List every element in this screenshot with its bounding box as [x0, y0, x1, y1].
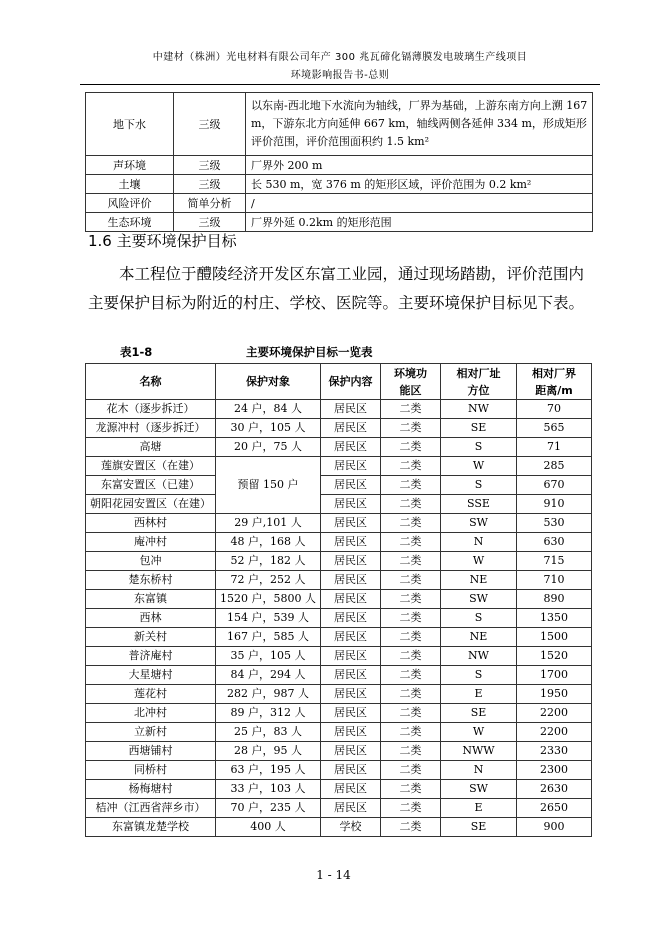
- table-row: [86, 571, 592, 590]
- cell-direction: NE: [441, 571, 517, 590]
- cell-distance: 2330: [517, 742, 592, 761]
- cell-name: 龙源冲村（逐步拆迁）: [86, 419, 216, 438]
- cell-content: 居民区: [321, 476, 381, 495]
- cell-name: 朝阳花园安置区（在建）: [86, 495, 216, 514]
- cell-function: 二类: [381, 666, 441, 685]
- cell-direction: NWW: [441, 742, 517, 761]
- cell-content: 居民区: [321, 723, 381, 742]
- section-heading: 1.6 主要环境保护目标: [88, 232, 237, 250]
- cell-name: 立新村: [86, 723, 216, 742]
- cell-function: 二类: [381, 590, 441, 609]
- header-function-zone: [381, 364, 441, 400]
- cell-direction: S: [441, 609, 517, 628]
- scope-factor: 声环境: [86, 156, 174, 175]
- cell-distance: 70: [517, 400, 592, 419]
- assessment-scope-table: [85, 92, 593, 232]
- cell-content: 居民区: [321, 552, 381, 571]
- cell-content: 居民区: [321, 704, 381, 723]
- cell-distance: 630: [517, 533, 592, 552]
- scope-row: [86, 194, 593, 213]
- cell-object: 20 户，75 人: [216, 438, 321, 457]
- cell-object: 24 户，84 人: [216, 400, 321, 419]
- cell-name: 同桥村: [86, 761, 216, 780]
- cell-distance: 1350: [517, 609, 592, 628]
- cell-content: 居民区: [321, 685, 381, 704]
- scope-description: 厂界外延 0.2km 的矩形范围: [246, 213, 593, 232]
- scope-factor: 生态环境: [86, 213, 174, 232]
- cell-object: 52 户，182 人: [216, 552, 321, 571]
- running-header-subtitle: 环境影响报告书-总则: [290, 70, 390, 81]
- cell-name: 新关村: [86, 628, 216, 647]
- cell-direction: S: [441, 476, 517, 495]
- cell-function: 二类: [381, 609, 441, 628]
- cell-function: 二类: [381, 438, 441, 457]
- section-paragraph: 本工程位于醴陵经济开发区东富工业园，通过现场踏勘，评价范围内主要保护目标为附近的村庄、学校、医院等。主要环境保护目标见下表。: [88, 265, 585, 312]
- cell-distance: 900: [517, 818, 592, 837]
- cell-distance: 2630: [517, 780, 592, 799]
- cell-content: 居民区: [321, 628, 381, 647]
- header-direction-line2: 方位: [467, 383, 490, 397]
- scope-level: 三级: [174, 213, 246, 232]
- scope-factor: 风险评价: [86, 194, 174, 213]
- table-row: [86, 419, 592, 438]
- cell-direction: W: [441, 552, 517, 571]
- cell-name: 楚东桥村: [86, 571, 216, 590]
- cell-direction: NE: [441, 628, 517, 647]
- cell-distance: 285: [517, 457, 592, 476]
- header-direction: [441, 364, 517, 400]
- running-header-title: 中建材（株洲）光电材料有限公司年产 300 兆瓦碲化镉薄膜发电玻璃生产线项目: [152, 52, 528, 63]
- scope-description: 以东南-西北地下水流向为轴线，厂界为基础，上游东南方向上溯 167 m，下游东北方向延伸 667 km，轴线两侧各延伸 334 m，形成矩形评价范围，评价范围面积约 1.5 km²: [246, 93, 593, 156]
- cell-distance: 71: [517, 438, 592, 457]
- cell-direction: SW: [441, 780, 517, 799]
- cell-name: 花木（逐步拆迁）: [86, 400, 216, 419]
- cell-direction: SW: [441, 514, 517, 533]
- table-row: [86, 799, 592, 818]
- cell-direction: W: [441, 723, 517, 742]
- table-row: [86, 590, 592, 609]
- cell-object: 48 户，168 人: [216, 533, 321, 552]
- cell-function: 二类: [381, 457, 441, 476]
- table-row: [86, 818, 592, 837]
- cell-name: 莲旗安置区（在建）: [86, 457, 216, 476]
- cell-content: 居民区: [321, 799, 381, 818]
- cell-distance: 1500: [517, 628, 592, 647]
- cell-name: 高塘: [86, 438, 216, 457]
- cell-object: 282 户，987 人: [216, 685, 321, 704]
- cell-function: 二类: [381, 761, 441, 780]
- scope-level: 三级: [174, 93, 246, 156]
- cell-function: 二类: [381, 685, 441, 704]
- cell-object: 167 户，585 人: [216, 628, 321, 647]
- scope-row: [86, 213, 593, 232]
- cell-object-merged: 预留 150 户: [216, 457, 321, 514]
- scope-description: 长 530 m，宽 376 m 的矩形区域，评价范围为 0.2 km²: [246, 175, 593, 194]
- cell-direction: SE: [441, 704, 517, 723]
- table-row: [86, 476, 592, 495]
- cell-direction: E: [441, 685, 517, 704]
- cell-function: 二类: [381, 704, 441, 723]
- cell-name: 北冲村: [86, 704, 216, 723]
- cell-distance: 565: [517, 419, 592, 438]
- cell-object: 70 户，235 人: [216, 799, 321, 818]
- cell-content: 居民区: [321, 457, 381, 476]
- cell-function: 二类: [381, 476, 441, 495]
- cell-distance: 670: [517, 476, 592, 495]
- cell-name: 西林村: [86, 514, 216, 533]
- cell-function: 二类: [381, 628, 441, 647]
- cell-object: 1520 户，5800 人: [216, 590, 321, 609]
- cell-distance: 2300: [517, 761, 592, 780]
- cell-object: 154 户，539 人: [216, 609, 321, 628]
- cell-name: 大星塘村: [86, 666, 216, 685]
- header-distance-line2: 距离/m: [535, 383, 573, 397]
- cell-distance: 1700: [517, 666, 592, 685]
- cell-direction: S: [441, 438, 517, 457]
- header-distance-line1: 相对厂界: [532, 366, 576, 380]
- cell-function: 二类: [381, 780, 441, 799]
- table-row: [86, 609, 592, 628]
- cell-function: 二类: [381, 514, 441, 533]
- cell-name: 包冲: [86, 552, 216, 571]
- protection-targets-table: [85, 363, 592, 837]
- scope-description: /: [246, 194, 593, 213]
- header-direction-line1: 相对厂址: [456, 366, 501, 380]
- cell-object: 25 户，83 人: [216, 723, 321, 742]
- scope-factor: 土壤: [86, 175, 174, 194]
- cell-content: 学校: [321, 818, 381, 837]
- cell-function: 二类: [381, 495, 441, 514]
- table-row: [86, 723, 592, 742]
- cell-object: 400 人: [216, 818, 321, 837]
- table-row: [86, 400, 592, 419]
- table-row: [86, 647, 592, 666]
- cell-function: 二类: [381, 571, 441, 590]
- cell-distance: 2650: [517, 799, 592, 818]
- scope-level: 简单分析: [174, 194, 246, 213]
- cell-content: 居民区: [321, 400, 381, 419]
- cell-distance: 710: [517, 571, 592, 590]
- cell-direction: SE: [441, 818, 517, 837]
- cell-function: 二类: [381, 400, 441, 419]
- header-distance: [517, 364, 592, 400]
- table-row: [86, 457, 592, 476]
- cell-distance: 2200: [517, 723, 592, 742]
- cell-object: 33 户，103 人: [216, 780, 321, 799]
- cell-content: 居民区: [321, 514, 381, 533]
- scope-row: [86, 93, 593, 156]
- table-header-row: [86, 364, 592, 400]
- table-row: [86, 495, 592, 514]
- cell-object: 29 户,101 人: [216, 514, 321, 533]
- cell-content: 居民区: [321, 761, 381, 780]
- cell-content: 居民区: [321, 571, 381, 590]
- cell-content: 居民区: [321, 438, 381, 457]
- scope-level: 三级: [174, 156, 246, 175]
- cell-object: 72 户，252 人: [216, 571, 321, 590]
- cell-distance: 1950: [517, 685, 592, 704]
- table-row: [86, 761, 592, 780]
- cell-name: 西林: [86, 609, 216, 628]
- table-row: [86, 438, 592, 457]
- cell-distance: 2200: [517, 704, 592, 723]
- table-row: [86, 704, 592, 723]
- cell-content: 居民区: [321, 495, 381, 514]
- cell-direction: SE: [441, 419, 517, 438]
- cell-direction: S: [441, 666, 517, 685]
- cell-distance: 530: [517, 514, 592, 533]
- cell-object: 30 户，105 人: [216, 419, 321, 438]
- cell-content: 居民区: [321, 590, 381, 609]
- cell-name: 杨梅塘村: [86, 780, 216, 799]
- table-row: [86, 533, 592, 552]
- scope-row: [86, 175, 593, 194]
- header-content: 保护内容: [321, 364, 381, 400]
- cell-function: 二类: [381, 723, 441, 742]
- cell-object: 63 户，195 人: [216, 761, 321, 780]
- cell-name: 东富安置区（已建）: [86, 476, 216, 495]
- cell-direction: NW: [441, 647, 517, 666]
- scope-description: 厂界外 200 m: [246, 156, 593, 175]
- cell-name: 普济庵村: [86, 647, 216, 666]
- cell-function: 二类: [381, 647, 441, 666]
- cell-name: 东富镇龙楚学校: [86, 818, 216, 837]
- cell-content: 居民区: [321, 609, 381, 628]
- table-row: [86, 780, 592, 799]
- scope-level: 三级: [174, 175, 246, 194]
- cell-direction: N: [441, 761, 517, 780]
- cell-direction: W: [441, 457, 517, 476]
- cell-distance: 890: [517, 590, 592, 609]
- cell-distance: 1520: [517, 647, 592, 666]
- header-rule: [80, 84, 600, 85]
- table-row: [86, 552, 592, 571]
- cell-direction: SW: [441, 590, 517, 609]
- header-object: 保护对象: [216, 364, 321, 400]
- table-row: [86, 628, 592, 647]
- cell-name: 桔冲（江西省萍乡市）: [86, 799, 216, 818]
- cell-name: 莲花村: [86, 685, 216, 704]
- cell-content: 居民区: [321, 742, 381, 761]
- table-row: [86, 666, 592, 685]
- cell-function: 二类: [381, 799, 441, 818]
- cell-name: 西塘铺村: [86, 742, 216, 761]
- table-caption-title: 主要环境保护目标一览表: [246, 345, 373, 359]
- scope-factor: 地下水: [86, 93, 174, 156]
- cell-function: 二类: [381, 419, 441, 438]
- cell-object: 84 户，294 人: [216, 666, 321, 685]
- cell-direction: SSE: [441, 495, 517, 514]
- table-caption-number: 表1-8: [120, 345, 153, 359]
- cell-name: 东富镇: [86, 590, 216, 609]
- cell-object: 28 户，95 人: [216, 742, 321, 761]
- cell-name: 庵冲村: [86, 533, 216, 552]
- table-row: [86, 514, 592, 533]
- cell-direction: NW: [441, 400, 517, 419]
- scope-row: [86, 156, 593, 175]
- cell-function: 二类: [381, 818, 441, 837]
- cell-content: 居民区: [321, 419, 381, 438]
- cell-object: 35 户，105 人: [216, 647, 321, 666]
- cell-direction: N: [441, 533, 517, 552]
- cell-content: 居民区: [321, 780, 381, 799]
- cell-content: 居民区: [321, 533, 381, 552]
- cell-function: 二类: [381, 533, 441, 552]
- cell-function: 二类: [381, 552, 441, 571]
- cell-distance: 715: [517, 552, 592, 571]
- table-row: [86, 685, 592, 704]
- header-function-line2: 能区: [399, 383, 422, 397]
- cell-object: 89 户，312 人: [216, 704, 321, 723]
- cell-distance: 910: [517, 495, 592, 514]
- header-function-line1: 环境功: [394, 366, 427, 380]
- cell-content: 居民区: [321, 666, 381, 685]
- cell-content: 居民区: [321, 647, 381, 666]
- cell-direction: E: [441, 799, 517, 818]
- table-row: [86, 742, 592, 761]
- page-number: 1 - 14: [316, 868, 351, 882]
- header-name: 名称: [86, 364, 216, 400]
- cell-function: 二类: [381, 742, 441, 761]
